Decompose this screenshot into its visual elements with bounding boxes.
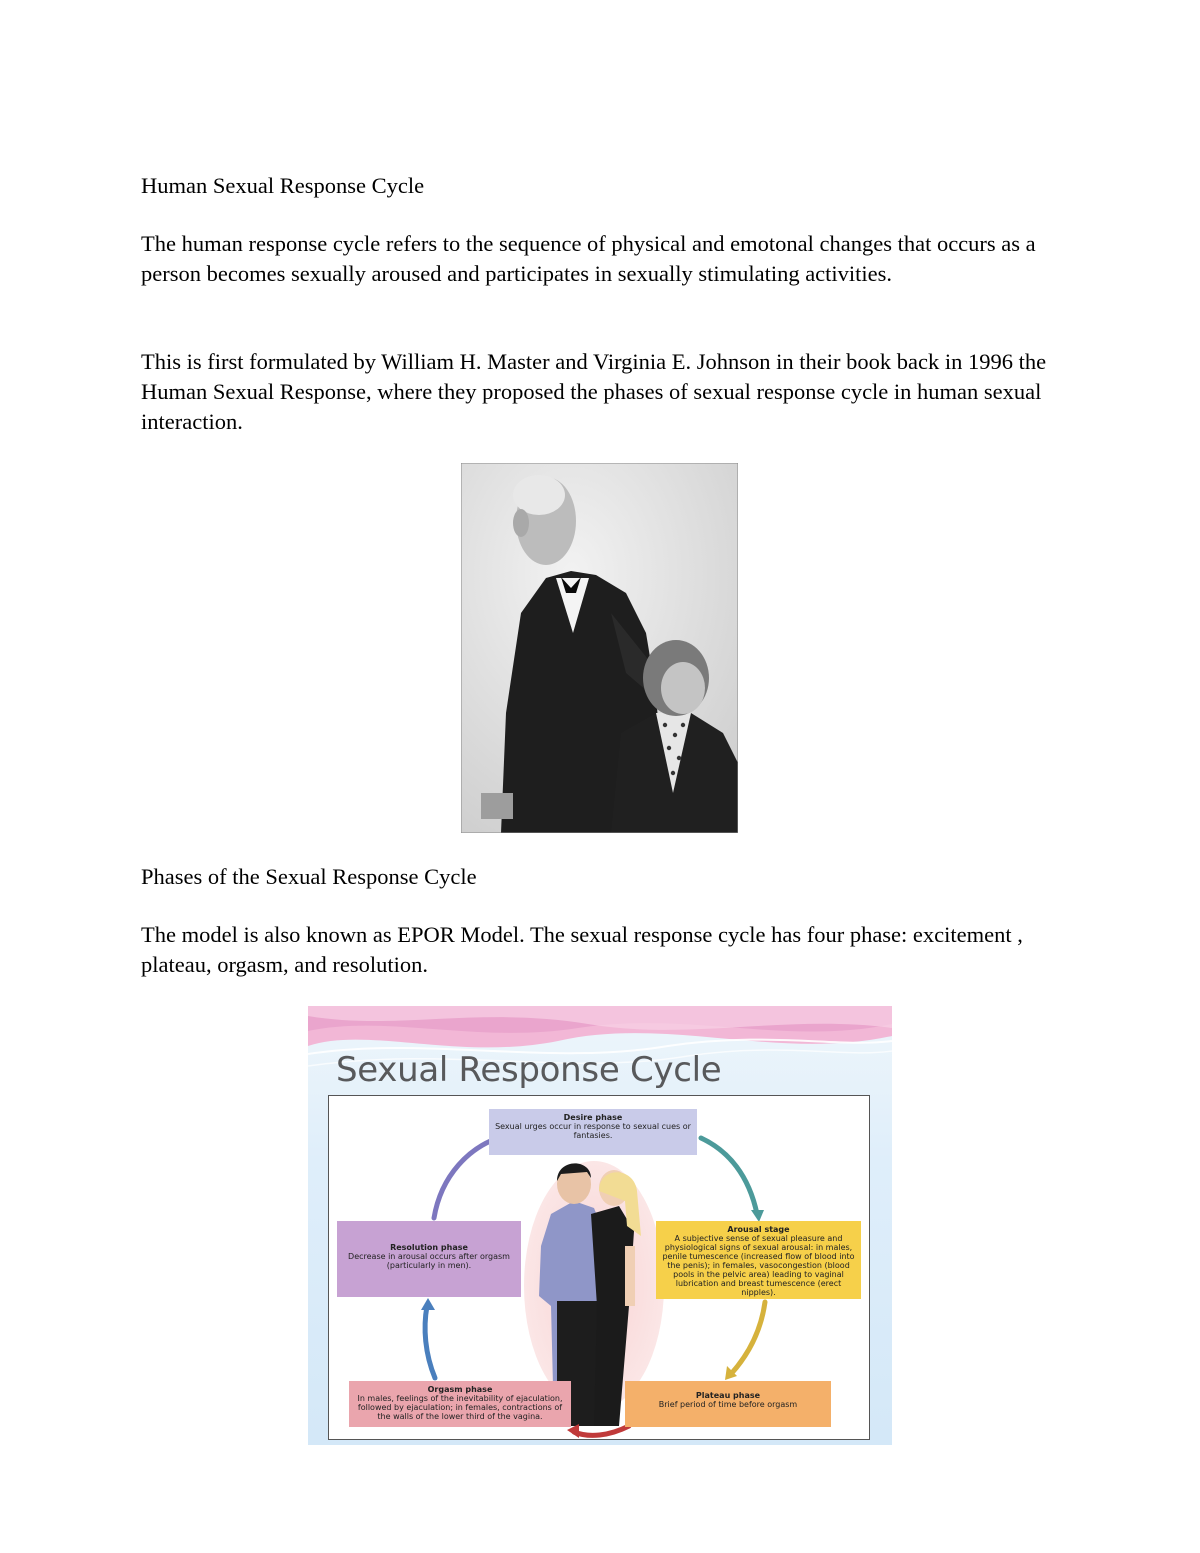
slide-title: Sexual Response Cycle — [336, 1050, 722, 1090]
resolution-phase-box — [337, 1221, 521, 1297]
resolution-phase-title: Resolution phase — [390, 1243, 468, 1252]
arrow-arousal-to-plateau — [731, 1302, 765, 1374]
masters-johnson-photo — [461, 463, 738, 833]
epor-paragraph: The model is also known as EPOR Model. The sexual response cycle has four phase: excitement , plateau, orgasm, and resolution. — [141, 922, 1023, 977]
sexual-response-cycle-slide — [308, 1006, 892, 1445]
orgasm-phase-desc: In males, feelings of the inevitability of ejaculation, followed by ejaculation; in females, contractions of the walls of the lower third of the vagina. — [357, 1394, 563, 1421]
arousal-stage-desc: A subjective sense of sexual pleasure and physiological signs of sexual arousal: in males, penile tumescence (increased flow of blood into the penis); in females, vasocongestion (blood pools in the pelvic area) leading to vaginal lubrication and breast tumescence (erect nipples). — [662, 1234, 855, 1297]
history-paragraph: This is first formulated by William H. Master and Virginia E. Johnson in their book back in 1996 the Human Sexual Response, where they proposed the phases of sexual response cycle in human sexual interaction. — [141, 349, 1047, 434]
desire-phase-title: Desire phase — [563, 1113, 623, 1122]
arrow-desire-to-arousal — [701, 1138, 757, 1214]
intro-paragraph: The human response cycle refers to the sequence of physical and emotonal changes that occurs as a person becomes sexually aroused and participates in sexually stimulating activities. — [141, 231, 1036, 286]
orgasm-phase-box — [349, 1381, 571, 1427]
orgasm-phase-title: Orgasm phase — [427, 1385, 493, 1394]
plateau-phase-title: Plateau phase — [695, 1391, 761, 1400]
section-heading: Phases of the Sexual Response Cycle — [141, 864, 477, 889]
cycle-diagram — [328, 1095, 870, 1440]
resolution-phase-desc: Decrease in arousal occurs after orgasm (particularly in men). — [348, 1252, 510, 1270]
arousal-stage-box — [656, 1221, 861, 1299]
plateau-phase-box — [625, 1381, 831, 1427]
desire-phase-box — [489, 1109, 697, 1155]
desire-phase-desc: Sexual urges occur in response to sexual cues or fantasies. — [495, 1122, 691, 1140]
arrow-orgasm-to-resolution — [425, 1306, 435, 1378]
plateau-phase-desc: Brief period of time before orgasm — [658, 1400, 798, 1409]
document-heading: Human Sexual Response Cycle — [141, 173, 425, 198]
arousal-stage-title: Arousal stage — [727, 1225, 790, 1234]
arrow-plateau-to-orgasm — [574, 1426, 629, 1435]
